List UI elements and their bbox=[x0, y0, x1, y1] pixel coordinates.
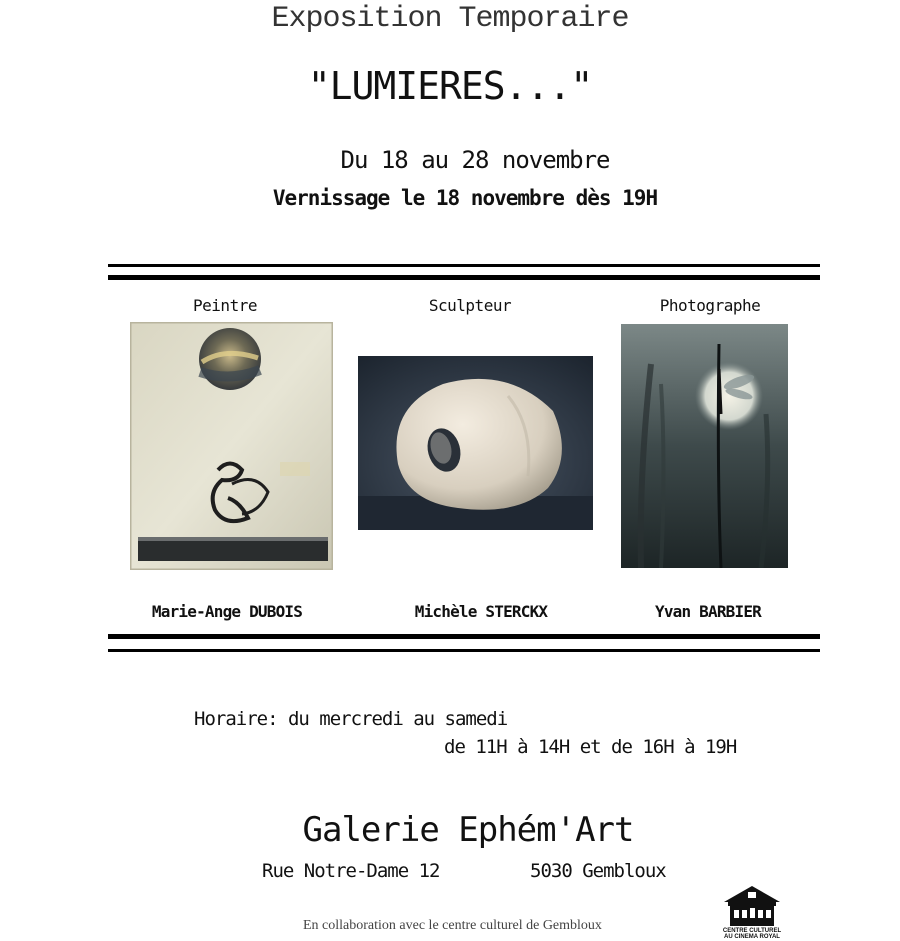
role-sculptor: Sculpteur bbox=[428, 296, 512, 315]
exposition-label: Exposition Temporaire bbox=[271, 2, 629, 36]
artist-sculptor-name: Michèle STERCKX bbox=[414, 602, 548, 621]
role-photographer: Photographe bbox=[659, 296, 761, 315]
bottom-rule-thick bbox=[108, 634, 820, 639]
vernissage-info: Vernissage le 18 novembre dès 19H bbox=[272, 186, 658, 210]
hours-times: de 11H à 14H et de 16H à 19H bbox=[444, 736, 737, 758]
collaboration-note: En collaboration avec le centre culturel de Gembloux bbox=[303, 918, 602, 933]
role-painter: Peintre bbox=[193, 296, 257, 315]
bottom-rule-thin bbox=[108, 649, 820, 652]
logo-caption-line1: CENTRE CULTUREL bbox=[722, 928, 782, 934]
logo-caption bbox=[716, 928, 788, 940]
exhibition-dates: Du 18 au 28 novembre bbox=[340, 146, 610, 174]
gallery-name: Galerie Ephém'Art bbox=[302, 810, 634, 850]
venue-street: Rue Notre-Dame 12 bbox=[262, 860, 440, 882]
top-rule-thin bbox=[108, 264, 820, 267]
photograph-image bbox=[621, 324, 788, 568]
logo-caption-line2: AU CINEMA ROYAL bbox=[724, 934, 780, 940]
artist-photographer-name: Yvan BARBIER bbox=[655, 602, 761, 621]
exhibition-title: "LUMIERES..." bbox=[307, 64, 593, 108]
hours-days: Horaire: du mercredi au samedi bbox=[194, 708, 508, 730]
painting-image bbox=[130, 322, 333, 570]
sculpture-image bbox=[358, 356, 593, 530]
artist-painter-name: Marie-Ange DUBOIS bbox=[151, 602, 303, 621]
venue-city: 5030 Gembloux bbox=[530, 860, 666, 882]
top-rule-thick bbox=[108, 275, 820, 280]
